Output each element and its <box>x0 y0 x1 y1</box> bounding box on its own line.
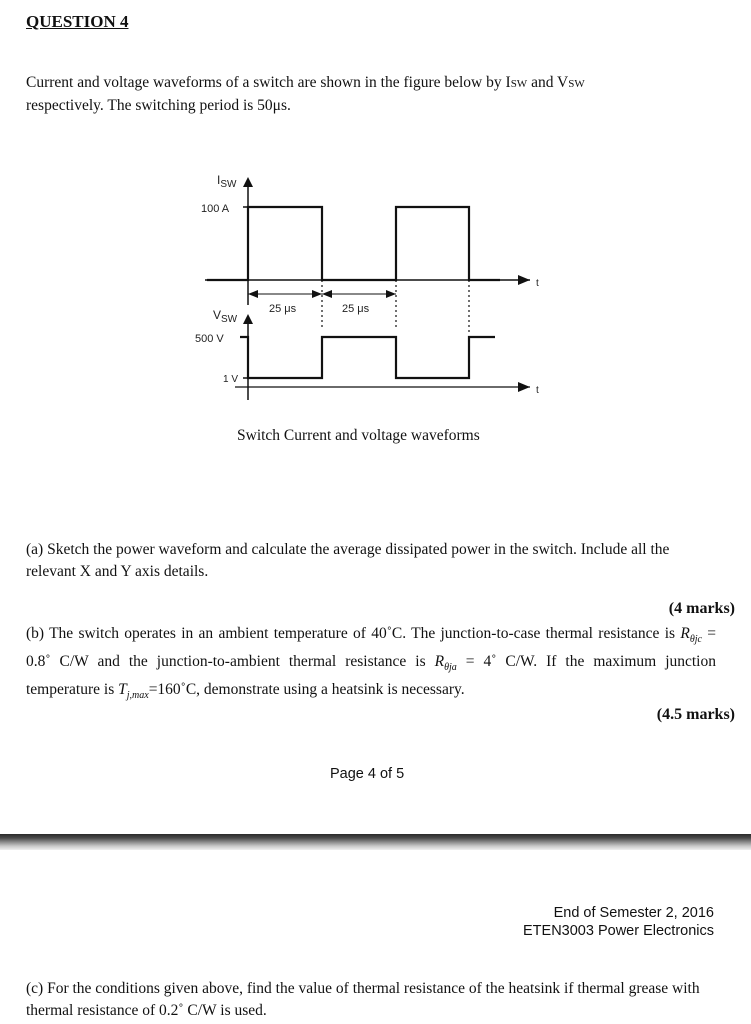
current-waveform <box>207 207 500 280</box>
part-b-text: (b) The switch operates in an ambient temperature of 40˚C. The junction-to-case thermal resistance is $R_{\theta jc}$ = 0.8˚ C/W and the junction-to-ambient thermal resistance is $R_{\theta ja}$ = 4˚ C/W. If the maximum junction temperature is $T_{j,max}=160˚C$, demonstrate using a heatsink is necessary. <box>26 625 716 702</box>
tj-max: $T_{j,max}$ <box>118 681 149 702</box>
interval2-label: 25 μs <box>342 303 370 315</box>
voltage-high-label: 500 V <box>195 333 224 345</box>
current-level-label: 100 A <box>201 203 230 215</box>
waveform-figure <box>185 160 555 410</box>
part-a-text: (a) Sketch the power waveform and calculate the average dissipated power in the switch. Include all the relevant X and Y axis details. <box>26 541 670 580</box>
intro-line2: respectively. The switching period is 50μs. <box>26 97 291 114</box>
time-axis-label-bottom: t <box>536 385 539 396</box>
r-theta-jc: $R_{\theta jc}$ <box>680 625 702 646</box>
page-number: Page 4 of 5 <box>330 766 405 782</box>
footer-course: ETEN3003 Power Electronics <box>523 923 714 939</box>
part-a-marks: (4 marks) <box>668 600 735 617</box>
time-axis-arrow-bottom <box>518 382 530 392</box>
isw-axis-label: $I_{SW}$ <box>217 173 237 190</box>
voltage-low-label: 1 V <box>223 374 239 385</box>
part-b-marks: (4.5 marks) <box>656 706 735 723</box>
time-axis-arrow-top <box>518 275 530 285</box>
figure-caption: Switch Current and voltage waveforms <box>237 427 480 444</box>
voltage-waveform <box>240 337 495 378</box>
vsw-axis-label: $V_{SW}$ <box>213 308 238 325</box>
time-axis-label-top: t <box>536 278 539 289</box>
isw-symbol: ISW <box>505 74 528 91</box>
intro-line1: Current and voltage waveforms of a switch are shown in the figure below by <box>26 74 506 91</box>
question-title: QUESTION 4 <box>26 12 129 31</box>
vsw-axis-arrow <box>243 314 253 324</box>
r-theta-ja: $R_{\theta ja}$ <box>434 653 457 674</box>
interval1-label: 25 μs <box>269 303 297 315</box>
intro-text: Current and voltage waveforms of a switch are shown in the figure below by ISW and VSW respectively. The switching period is 50μs. <box>26 74 585 114</box>
page-separator <box>0 834 751 850</box>
vsw-symbol: VSW <box>557 74 585 91</box>
part-c-text: (c) For the conditions given above, find the value of thermal resistance of the heatsink if thermal grease with thermal resistance of 0.2˚ C/W is used. <box>26 980 700 1019</box>
footer-semester: End of Semester 2, 2016 <box>553 905 714 921</box>
isw-axis-arrow <box>243 177 253 187</box>
